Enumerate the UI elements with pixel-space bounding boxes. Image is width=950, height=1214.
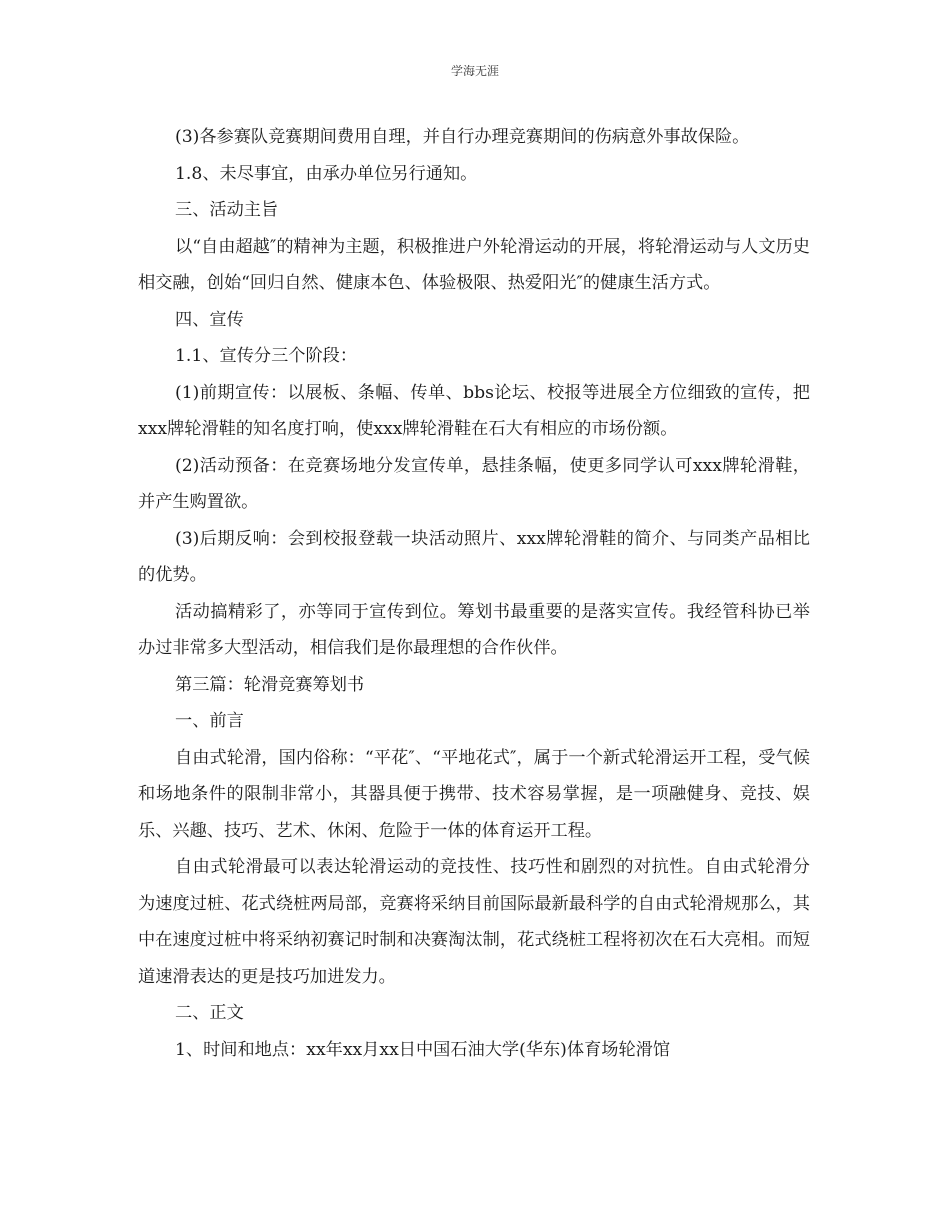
paragraph: 活动搞精彩了，亦等同于宣传到位。筹划书最重要的是落实宣传。我经管科协已举办过非常多大型活动，相信我们是你最理想的合作伙伴。	[138, 601, 810, 658]
document-body	[138, 119, 810, 1068]
paragraph: 1、时间和地点：xx年xx月xx日中国石油大学(华东)体育场轮滑馆	[175, 1039, 671, 1060]
paragraph: (1)前期宣传：以展板、条幅、传单、bbs论坛、校报等进展全方位细致的宣传，把xxx牌轮滑鞋的知名度打响，使xxx牌轮滑鞋在石大有相应的市场份额。	[138, 382, 810, 439]
paragraph: (3)后期反响：会到校报登载一块活动照片、xxx牌轮滑鞋的简介、与同类产品相比的优势。	[138, 528, 810, 585]
paragraph: 1.8、未尽事宜，由承办单位另行通知。	[175, 163, 478, 184]
chapter-heading: 第三篇：轮滑竞赛筹划书	[175, 674, 365, 695]
section-heading: 一、前言	[175, 711, 244, 731]
section-heading: 四、宣传	[175, 309, 244, 330]
page-header: 学海无涯	[450, 64, 499, 78]
paragraph: 自由式轮滑最可以表达轮滑运动的竞技性、技巧性和剧烈的对抗性。自由式轮滑分为速度过桩、花式绕桩两局部，竞赛将采纳目前国际最新最科学的自由式轮滑规那么，其中在速度过桩中将采纳初赛记时制和决赛淘汰制，花式绕桩工程将初次在石大亮相。而短道速滑表达的更是技巧加进发力。	[138, 857, 810, 987]
paragraph: (2)活动预备：在竞赛场地分发宣传单，悬挂条幅，使更多同学认可xxx牌轮滑鞋，并产生购置欲。	[138, 455, 810, 512]
paragraph: 1.1、宣传分三个阶段：	[175, 346, 358, 366]
section-heading: 三、活动主旨	[175, 200, 279, 220]
paragraph: 自由式轮滑，国内俗称：“平花″、“平地花式″，属于一个新式轮滑运开工程，受气候和场地条件的限制非常小，其器具便于携带、技术容易掌握，是一项融健身、竞技、娱乐、兴趣、技巧、艺术、休闲、危险于一体的体育运开工程。	[138, 747, 810, 841]
paragraph: 以“自由超越″的精神为主题，积极推进户外轮滑运动的开展，将轮滑运动与人文历史相交融，创始“回归自然、健康本色、体验极限、热爱阳光″的健康生活方式。	[138, 236, 810, 293]
paragraph: (3)各参赛队竞赛期间费用自理，并自行办理竞赛期间的伤病意外事故保险。	[175, 127, 750, 147]
section-heading: 二、正文	[175, 1003, 244, 1023]
